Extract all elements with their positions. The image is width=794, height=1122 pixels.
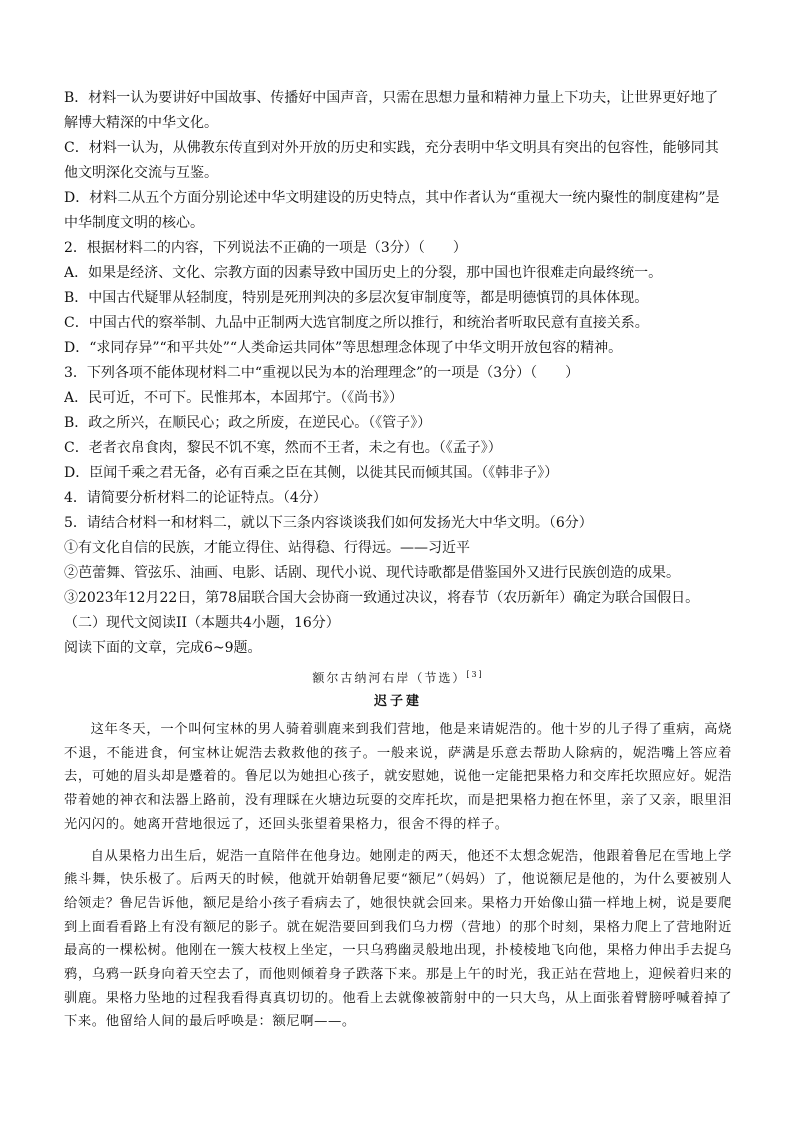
question-5-item-1: ①有文化自信的民族，才能立得住、站得稳、行得远。——习近平	[64, 540, 470, 556]
article-title: 额尔古纳河右岸（节选）	[312, 671, 467, 685]
question-2-option-c: C．中国古代的察举制、九品中正制两大选官制度之所以推行，和统治者听取民意有直接关系。	[64, 315, 649, 331]
question-3-option-d: D．臣闻千乘之君无备，必有百乘之臣在其侧，以徙其民而倾其国。（《韩非子》）	[64, 465, 559, 481]
question-1-option-d: D．材料二从五个方面分别论述中华文明建设的历史特点，其中作者认为“重视大一统内聚性的制度建构”是中华制度文明的核心。	[64, 190, 720, 231]
question-2-option-d: D．“求同存异”“和平共处”“人类命运共同体”等思想理念体现了中华文明开放包容的精神。	[64, 340, 623, 356]
question-1-option-c: C．材料一认为，从佛教东传直到对外开放的历史和实践，充分表明中华文明具有突出的包容性，能够同其他文明深化交流与互鉴。	[64, 140, 719, 181]
article-paragraph: 这年冬天，一个叫何宝林的男人骑着驯鹿来到我们营地，他是来请妮浩的。他十岁的儿子得了重病，高烧不退，不能进食，何宝林让妮浩去救救他的孩子。一般来说，萨满是乐意去帮助人除病的，妮浩嘴上答应着去，可她的眉头却是蹙着的。鲁尼以为她担心孩子，就安慰她，说他一定能把果格力和交库托坎照应好。妮浩带着她的神衣和法器上路前，没有理睬在火塘边玩耍的交库托坎，而是把果格力抱在怀里，亲了又亲，眼里泪光闪闪的。她离开营地很远了，还回头张望着果格力，很舍不得的样子。	[64, 722, 732, 832]
question-2-stem: 2．根据材料二的内容，下列说法不正确的一项是（3分）（ ）	[64, 240, 467, 256]
section-heading: （二）现代文阅读II（本题共4小题，16分）	[64, 615, 340, 631]
question-5-stem: 5．请结合材料一和材料二，就以下三条内容谈谈我们如何发扬光大中华文明。（6分）	[64, 515, 593, 531]
article-author: 迟子建	[373, 694, 422, 709]
footnote-marker: [3]	[466, 670, 484, 679]
question-3-option-c: C．老者衣帛食肉，黎民不饥不寒，然而不王者，未之有也。（《孟子》）	[64, 440, 502, 456]
article-body	[64, 718, 732, 1034]
question-2-option-b: B．中国古代疑罪从轻制度，特别是死刑判决的多层次复审制度等，都是明德慎罚的具体体现。	[64, 290, 649, 306]
article-title-line	[64, 663, 732, 690]
question-1-option-b: B．材料一认为要讲好中国故事、传播好中国声音，只需在思想力量和精神力量上下功夫，让世界更好地了解博大精深的中华文化。	[64, 90, 719, 131]
question-5-item-3: ③2023年12月22日，第78届联合国大会协商一致通过决议，将春节（农历新年）确定为联合国假日。	[64, 590, 700, 606]
question-2-option-a: A．如果是经济、文化、宗教方面的因素导致中国历史上的分裂，那中国也许很难走向最终统一。	[64, 265, 663, 281]
question-4: 4．请简要分析材料二的论证特点。（4分）	[64, 490, 327, 506]
section-instruction: 阅读下面的文章，完成6~9题。	[64, 640, 262, 656]
question-5-item-2: ②芭蕾舞、管弦乐、油画、电影、话剧、现代小说、现代诗歌都是借鉴国外又进行民族创造的成果。	[64, 565, 680, 581]
article-header	[64, 663, 732, 714]
exam-page	[64, 86, 732, 1034]
question-3-option-a: A．民可近，不可下。民惟邦本，本固邦宁。（《尚书》）	[64, 390, 404, 406]
question-3-option-b: B．政之所兴，在顺民心；政之所废，在逆民心。（《管子》）	[64, 415, 432, 431]
question-3-stem: 3．下列各项不能体现材料二中“重视以民为本的治理理念”的一项是（3分）（ ）	[64, 365, 580, 381]
article-paragraph: 自从果格力出生后，妮浩一直陪伴在他身边。她刚走的两天，他还不太想念妮浩，他跟着鲁尼在雪地上学熊斗舞，快乐极了。后两天的时候，他就开始朝鲁尼要“额尼”（妈妈）了，他说额尼是他的，为什么要被别人给领走？鲁尼告诉他，额尼是给小孩子看病去了，她很快就会回来。果格力开始像山猫一样地上树，说是要爬到上面看看路上有没有额尼的影子。就在妮浩要回到我们乌力楞（营地）的那个时刻，果格力爬上了营地附近最高的一棵松树。他刚在一簇大枝杈上坐定，一只乌鸦幽灵般地出现，扑棱棱地飞向他，果格力伸出手去捉乌鸦，乌鸦一跃身向着天空去了，而他则倾着身子跌落下来。那是上午的时光，我正站在营地上，迎候着归来的驯鹿。果格力坠地的过程我看得真真切切的。他看上去就像被箭射中的一只大鸟，从上面张着臂膀呼喊着掉了下来。他留给人间的最后呼唤是：额尼啊——。	[64, 848, 732, 1030]
